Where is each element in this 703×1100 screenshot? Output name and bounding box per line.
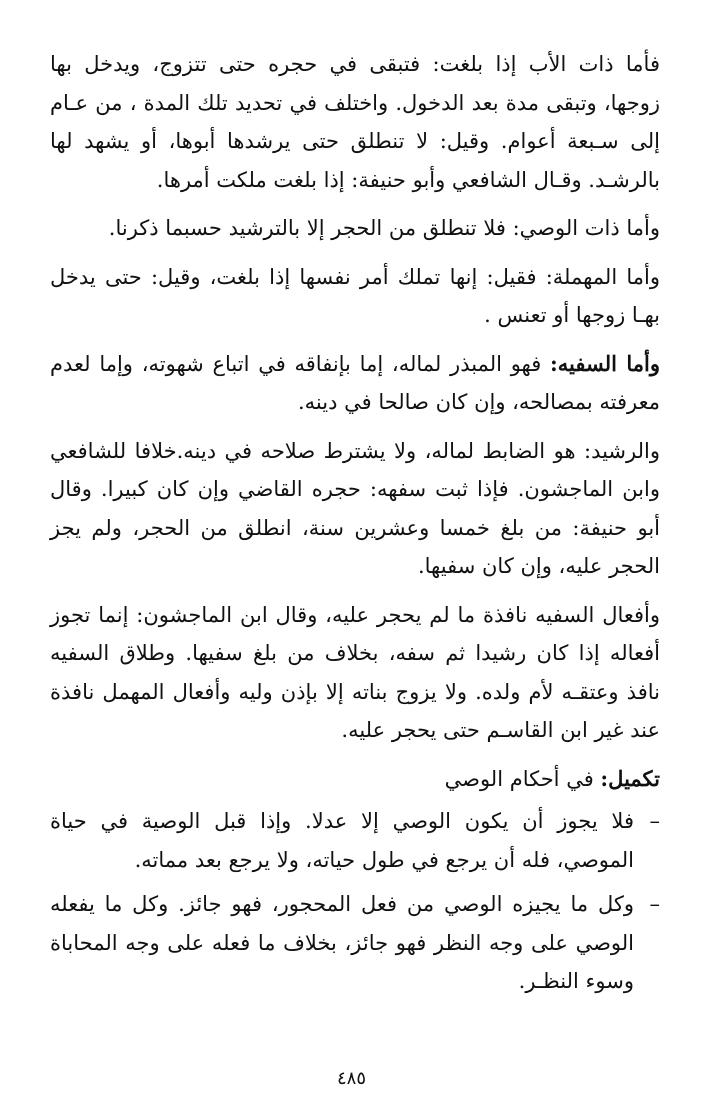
paragraph-text: وأفعال السفيه نافذة ما لم يحجر عليه، وقال ابن الماجشون: إنما تجوز أفعاله إذا كان رشيدا ثم سفه، بخلاف من بلغ سفيها. وطلاق السفيه نافذ وعتقـه لأم ولده. ولا يزوج بناته إلا بإذن وليه وأفعال المهمل نافذة عند غير ابن القاسـم حتى يحجر عليه.	[50, 602, 660, 742]
supplement-lead: تكميل:	[600, 765, 660, 791]
paragraph-neglected	[50, 258, 660, 335]
paragraph-lead: وأما السفيه:	[550, 350, 661, 376]
dash-marker: –	[649, 892, 660, 916]
paragraph-spendthrift	[50, 345, 660, 422]
paragraph-text: وأما المهملة: فقيل: إنها تملك أمر نفسها إذا بلغت، وقيل: حتى يدخل بهـا زوجها أو تعنس .	[50, 264, 660, 327]
supplement-list	[50, 802, 660, 1001]
list-item-text: فلا يجوز أن يكون الوصي إلا عدلا. وإذا قبل الوصية في حياة الموصي، فله أن يرجع في طول حياته، ولا يرجع بعد مماته.	[50, 809, 634, 872]
paragraph-acts-of-spendthrift	[50, 596, 660, 750]
paragraph-text: فأما ذات الأب إذا بلغت: فتبقى في حجره حتى تتزوج، ويدخل بها زوجها، وتبقى مدة بعد الدخول. واختلف في تحديد تلك المدة ، من عـام إلى سـبعة أعوام. وقيل: لا تنطلق حتى يرشدها أبوها، أو يشهد لها بالرشـد. وقـال الشافعي وأبو حنيفة: إذا بلغت ملكت أمرها.	[50, 52, 660, 192]
paragraph-guardian-father	[50, 45, 660, 199]
paragraph-guardian-executor	[50, 209, 660, 248]
dash-marker: –	[649, 809, 660, 833]
page-number: ٤٨٥	[336, 1068, 366, 1089]
list-item-text: وكل ما يجيزه الوصي من فعل المحجور، فهو جائز. وكل ما يفعله الوصي على وجه النظر فهو جائز، بخلاف ما فعله على وجه المحاباة وسوء النظـر.	[50, 892, 634, 993]
list-item	[50, 885, 660, 1001]
paragraph-text: والرشيد: هو الضابط لماله، ولا يشترط صلاحه في دينه.خلافا للشافعي وابن الماجشون. فإذا ثبت سفهه: حجره القاضي وإن كان كبيرا. وقال أبو حنيفة: من بلغ خمسا وعشرين سنة، انطلق من الحجر، ولم يجز الحجر عليه، وإن كان سفيها.	[50, 438, 661, 578]
list-item	[50, 802, 660, 879]
supplement-text: في أحكام الوصي	[444, 766, 601, 791]
paragraph-text: فهو المبذر لماله، إما بإنفاقه في اتباع شهوته، وإما لعدم معرفته بمصالحه، وإن كان صالحا في دينه.	[50, 351, 660, 414]
supplement-heading	[50, 760, 660, 799]
paragraph-text: وأما ذات الوصي: فلا تنطلق من الحجر إلا بالترشيد حسبما ذكرنا.	[108, 216, 660, 240]
document-page	[50, 45, 660, 1045]
paragraph-mature	[50, 432, 660, 586]
